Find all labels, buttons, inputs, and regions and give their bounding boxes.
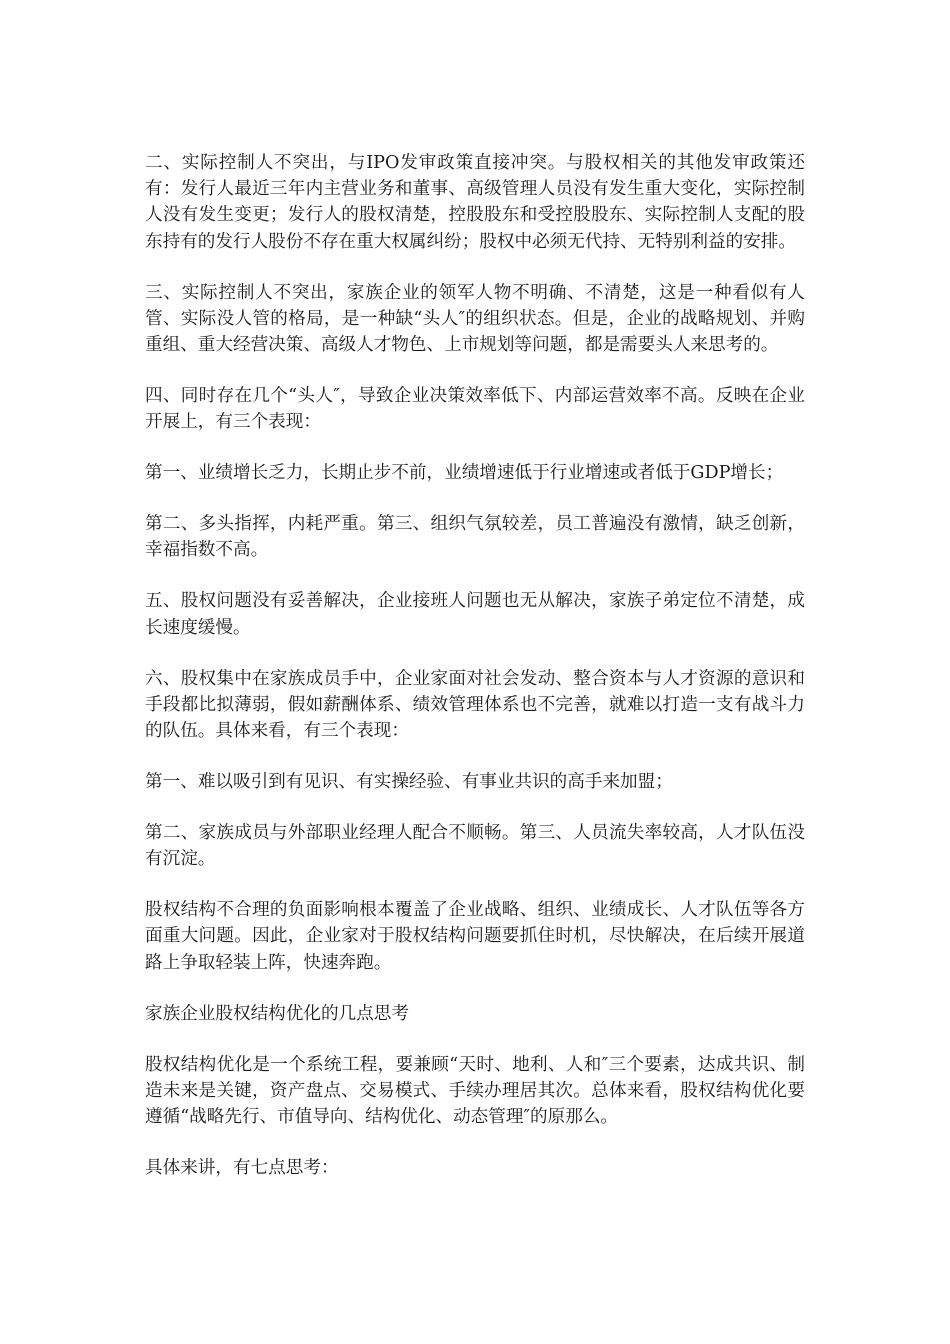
paragraph-control-leader-unclear: 三、实际控制人不突出，家族企业的领军人物不明确、不清楚，这是一种看似有人管、实际没人管的格局，是一种缺“头人″的组织状态。但是，企业的战略规划、并购重组、重大经营决策、高级人才物色、上市规划等问题，都是需要头人来思考的。: [145, 282, 805, 356]
paragraph-multiple-leaders: 四、同时存在几个“头人″，导致企业决策效率低下、内部运营效率不高。反映在企业开展上，有三个表现：: [145, 386, 805, 433]
paragraph-first-talent: 第一、难以吸引到有见识、有实操经验、有事业共识的高手来加盟；: [145, 772, 673, 793]
paragraph-successor-issue: 五、股权问题没有妥善解决，企业接班人问题也无从解决，家族子弟定位不清楚，成长速度缓慢。: [145, 591, 805, 638]
paragraph-second-third-leadership: 第二、多头指挥，内耗严重。第三、组织气氛较差，员工普遍没有激情，缺乏创新，幸福指数不高。: [145, 514, 805, 561]
document-body: [145, 150, 805, 1206]
section-heading: 家族企业股权结构优化的几点思考: [145, 1003, 409, 1024]
paragraph-negative-impact: 股权结构不合理的负面影响根本覆盖了企业战略、组织、业绩成长、人才队伍等各方面重大问题。因此，企业家对于股权结构问题要抓住时机，尽快解决，在后续开展道路上争取轻装上阵，快速奔跑。: [145, 900, 805, 973]
paragraph-second-third-team: 第二、家族成员与外部职业经理人配合不顺畅。第三、人员流失率较高，人才队伍没有沉淀。: [145, 823, 805, 870]
paragraph-system-engineering: 股权结构优化是一个系统工程，要兼顾“天时、地利、人和″三个要素，达成共识、制造未来是关键，资产盘点、交易模式、手续办理居其次。总体来看，股权结构优化要遵循“战略先行、市值导向、结构优化、动态管理″的原那么。: [145, 1054, 805, 1128]
paragraph-control-ipo-conflict: 二、实际控制人不突出，与IPO发审政策直接冲突。与股权相关的其他发审政策还有：发行人最近三年内主营业务和董事、高级管理人员没有发生重大变化，实际控制人没有发生变更；发行人的股权清楚，控股股东和受控股股东、实际控制人支配的股东持有的发行人股份不存在重大权属纠纷；股权中必须无代持、无特别利益的安排。: [145, 153, 805, 252]
paragraph-family-concentration: 六、股权集中在家族成员手中，企业家面对社会发动、整合资本与人才资源的意识和手段都比拟薄弱，假如薪酬体系、绩效管理体系也不完善，就难以打造一支有战斗力的队伍。具体来看，有三个表现：: [145, 668, 805, 742]
paragraph-seven-points: 具体来讲，有七点思考：: [145, 1158, 339, 1179]
paragraph-first-performance: 第一、业绩增长乏力，长期止步不前，业绩增速低于行业增速或者低于GDP增长；: [145, 463, 784, 484]
